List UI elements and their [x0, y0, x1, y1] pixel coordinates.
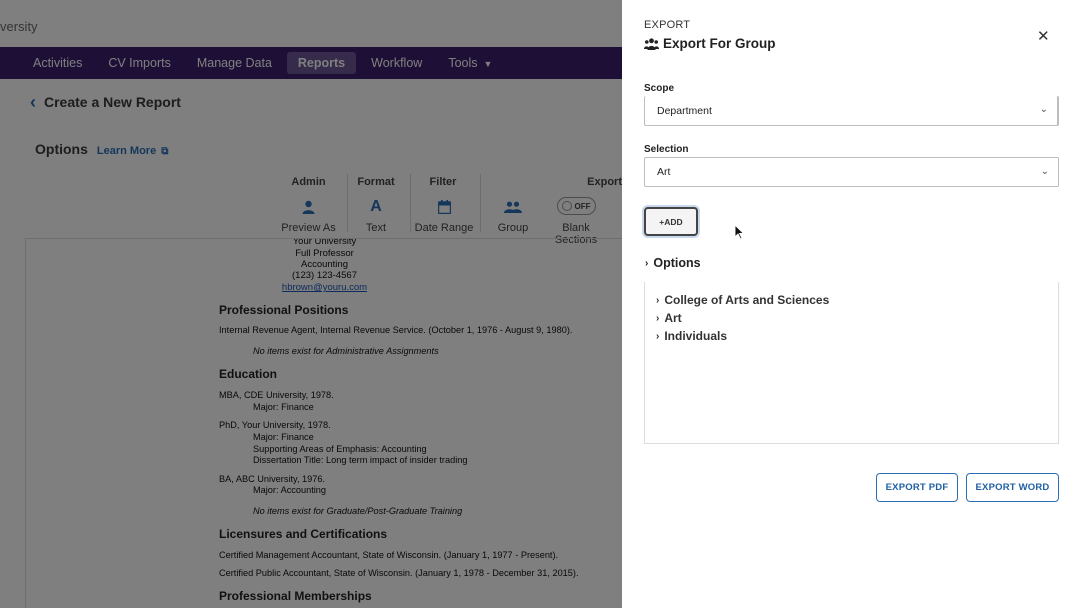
- mouse-cursor-icon: [734, 224, 744, 240]
- chevron-down-icon: ⌄: [1040, 166, 1049, 177]
- scope-select[interactable]: [644, 96, 1059, 126]
- chevron-right-icon: ›: [656, 312, 660, 324]
- tree-item-college[interactable]: [656, 293, 829, 307]
- chevron-right-icon: ›: [656, 330, 660, 342]
- users-icon: [644, 38, 659, 50]
- tree-item-label: Art: [664, 311, 682, 325]
- close-icon[interactable]: ✕: [1037, 28, 1050, 45]
- scope-value: Department: [657, 104, 712, 117]
- panel-title: [644, 36, 776, 51]
- group-tree: [644, 282, 1059, 444]
- selection-label: Selection: [644, 144, 689, 155]
- chevron-right-icon: ›: [656, 294, 660, 306]
- chevron-down-icon: ⌄: [1039, 104, 1048, 115]
- options-toggle[interactable]: [645, 256, 701, 270]
- tree-item-individuals[interactable]: [656, 329, 727, 343]
- export-word-button[interactable]: EXPORT WORD: [966, 473, 1059, 502]
- selection-select[interactable]: [644, 157, 1059, 187]
- tree-item-art[interactable]: [656, 311, 682, 325]
- export-panel: [622, 0, 1080, 608]
- selection-value: Art: [657, 166, 671, 178]
- export-pdf-button[interactable]: EXPORT PDF: [876, 473, 958, 502]
- options-toggle-label: Options: [653, 256, 701, 270]
- add-button[interactable]: +ADD: [644, 207, 698, 236]
- tree-item-label: Individuals: [664, 329, 728, 343]
- tree-item-label: College of Arts and Sciences: [664, 293, 830, 307]
- scope-label: Scope: [644, 83, 675, 94]
- panel-kicker: EXPORT: [644, 19, 691, 31]
- panel-title-text: Export For Group: [663, 36, 776, 51]
- chevron-right-icon: ›: [645, 257, 649, 269]
